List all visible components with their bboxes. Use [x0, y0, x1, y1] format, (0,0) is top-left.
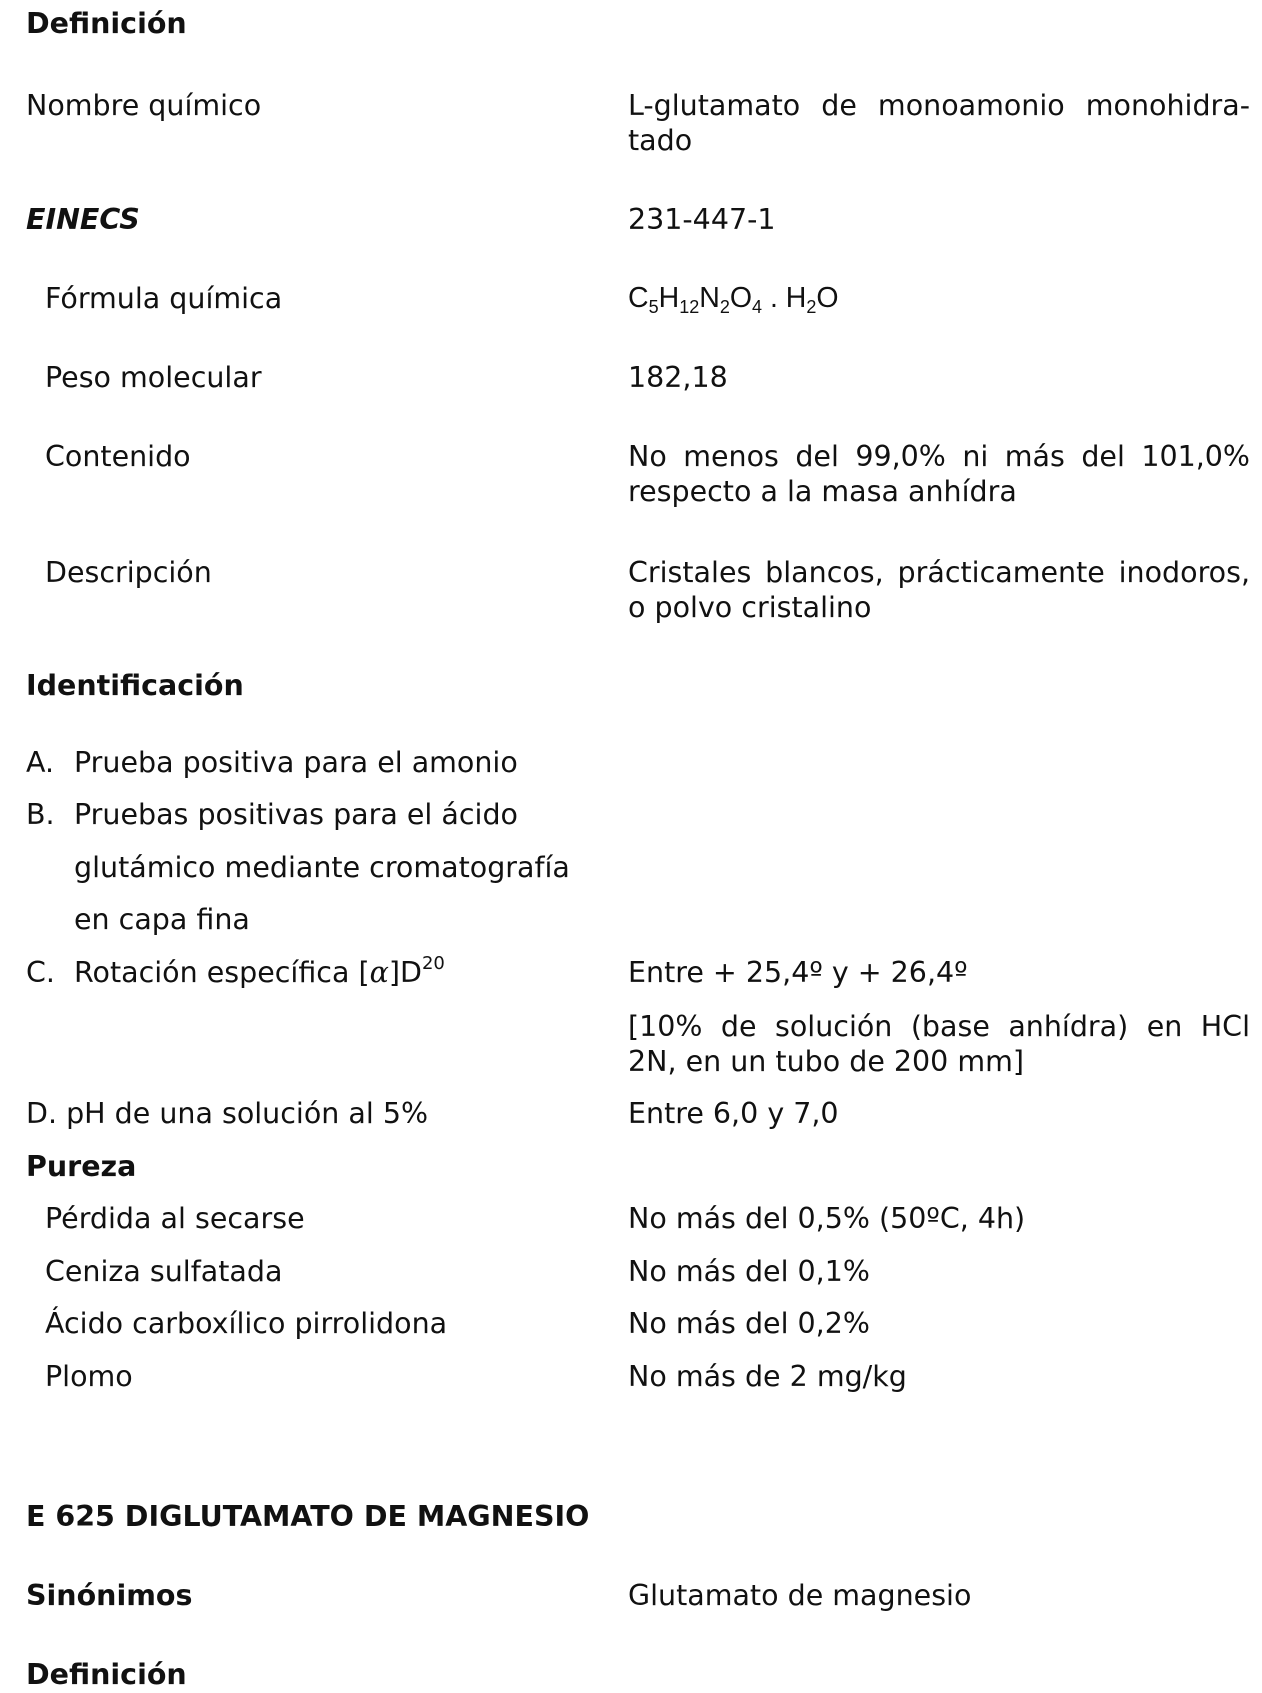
pureza-label: Ácido carboxílico pirrolidona [45, 1307, 448, 1340]
value-peso-molecular: 182,18 [628, 361, 728, 394]
label-contenido: Contenido [45, 440, 191, 473]
pureza-value: No más del 0,1% [628, 1255, 870, 1288]
ident-item-b-line-3: en capa fina [74, 903, 250, 936]
ident-item-c-text: Rotación específica $[\alpha]D^{20}$ [74, 953, 445, 989]
value-descripcion: Cristales blancos, prácticamente inodoros, o polvo cristalino [628, 556, 1250, 624]
value-einecs: 231-447-1 [628, 203, 776, 236]
ident-item-d-value: Entre 6,0 y 7,0 [628, 1097, 839, 1130]
section-heading-definicion-2: Definición [26, 1658, 187, 1691]
ident-item-a-letter: A. [26, 746, 55, 779]
ident-item-b-line-1: Pruebas positivas para el ácido [74, 798, 518, 831]
section-heading-e625: E 625 DIGLUTAMATO DE MAGNESIO [26, 1500, 590, 1533]
pureza-value: No más del 0,2% [628, 1307, 870, 1340]
pureza-label: Plomo [45, 1360, 133, 1393]
ident-item-c-note: [10% de solución (base anhídra) en HCl 2N, en un tubo de 200 mm] [628, 1010, 1250, 1078]
section-heading-identificacion: Identificación [26, 669, 244, 702]
ident-item-b-line-2: glutámico mediante cromatografía [74, 851, 570, 884]
value-formula-quimica: $C_5H_{12}N_2O_4$ . $H_2O$ [628, 282, 839, 317]
value-sinonimos: Glutamato de magnesio [628, 1579, 972, 1612]
ident-item-b-letter: B. [26, 798, 55, 831]
ident-item-c-letter: C. [26, 956, 55, 989]
label-einecs: EINECS [26, 203, 140, 236]
value-contenido: No menos del 99,0% ni más del 101,0% respecto a la masa anhídra [628, 440, 1250, 508]
pureza-value: No más del 0,5% (50ºC, 4h) [628, 1202, 1026, 1235]
ident-item-d-text: D. pH de una solución al 5% [26, 1097, 429, 1130]
value-nombre-quimico: L-glutamato de monoamonio monohidra- tado [628, 89, 1250, 157]
section-heading-definicion: Definición [26, 7, 187, 40]
label-formula-quimica: Fórmula química [45, 282, 283, 315]
pureza-value: No más de 2 mg/kg [628, 1360, 907, 1393]
label-nombre-quimico: Nombre químico [26, 89, 262, 122]
alpha-symbol: α [369, 956, 389, 989]
label-descripcion: Descripción [45, 556, 212, 589]
ident-item-a-text: Prueba positiva para el amonio [74, 746, 518, 779]
ident-item-c-value: Entre + 25,4º y + 26,4º [628, 956, 968, 989]
pureza-label: Pérdida al secarse [45, 1202, 305, 1235]
section-heading-pureza: Pureza [26, 1150, 137, 1183]
pureza-label: Ceniza sulfatada [45, 1255, 283, 1288]
label-sinonimos: Sinónimos [26, 1579, 193, 1612]
label-peso-molecular: Peso molecular [45, 361, 262, 394]
